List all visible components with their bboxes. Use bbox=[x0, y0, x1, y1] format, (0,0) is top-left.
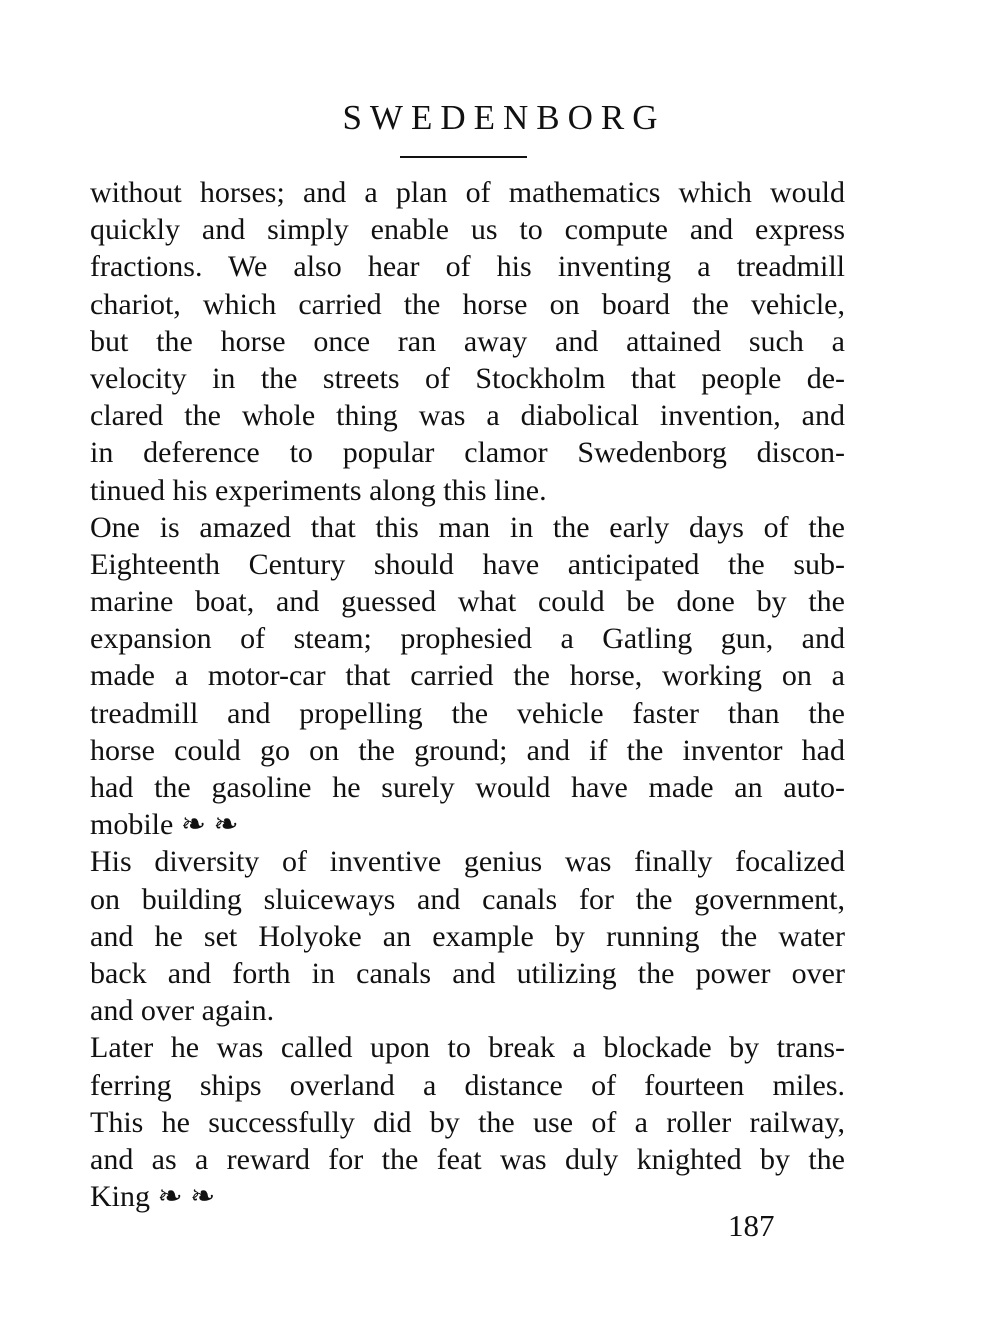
text-line: made a motor-car that carried the horse, working on a bbox=[90, 659, 845, 693]
text-line: horse could go on the ground; and if the inventor had bbox=[90, 733, 845, 767]
text-line: This he successfully did by the use of a roller railway, bbox=[90, 1105, 845, 1139]
text-line: One is amazed that this man in the early days of the bbox=[90, 510, 845, 544]
page-number: 187 bbox=[728, 1208, 775, 1243]
text-line: clared the whole thing was a diabolical invention, and bbox=[90, 399, 845, 433]
paragraph bbox=[90, 1029, 845, 1215]
text-line: chariot, which carried the horse on board the vehicle, bbox=[90, 287, 845, 321]
text-line: King ❧ ❧ bbox=[90, 1180, 216, 1214]
title-rule bbox=[400, 156, 527, 158]
text-line: ferring ships overland a distance of fourteen miles. bbox=[90, 1068, 845, 1102]
running-title: SWEDENBORG bbox=[342, 98, 666, 137]
paragraph bbox=[90, 843, 845, 1029]
text-line: fractions. We also hear of his inventing a treadmill bbox=[90, 250, 845, 284]
text-line: without horses; and a plan of mathematics which would bbox=[90, 176, 845, 209]
text-line: quickly and simply enable us to compute and express bbox=[90, 213, 845, 247]
text-line: tinued his experiments along this line. bbox=[90, 473, 547, 507]
text-line: expansion of steam; prophesied a Gatling gun, and bbox=[90, 622, 845, 656]
text-line: and he set Holyoke an example by running the water bbox=[90, 919, 845, 953]
text-line: on building sluiceways and canals for the government, bbox=[90, 882, 845, 916]
text-line: back and forth in canals and utilizing the power over bbox=[90, 956, 845, 990]
text-line: and as a reward for the feat was duly knighted by the bbox=[90, 1142, 845, 1176]
paragraph bbox=[90, 509, 845, 844]
text-line: in deference to popular clamor Swedenborg discon- bbox=[90, 436, 845, 470]
text-line: His diversity of inventive genius was finally focalized bbox=[90, 845, 845, 879]
text-line: and over again. bbox=[90, 994, 275, 1028]
text-line: marine boat, and guessed what could be done by the bbox=[90, 585, 845, 619]
text-line: but the horse once ran away and attained such a bbox=[90, 324, 845, 358]
text-line: had the gasoline he surely would have made an auto- bbox=[90, 771, 845, 804]
text-line: treadmill and propelling the vehicle faster than the bbox=[90, 696, 845, 730]
text-line: Later he was called upon to break a blockade by trans- bbox=[90, 1031, 845, 1065]
body-text bbox=[90, 174, 845, 1215]
text-line: Eighteenth Century should have anticipated the sub- bbox=[90, 547, 845, 581]
text-line: mobile ❧ ❧ bbox=[90, 808, 239, 842]
text-line: velocity in the streets of Stockholm that people de- bbox=[90, 361, 845, 395]
paragraph bbox=[90, 174, 845, 509]
